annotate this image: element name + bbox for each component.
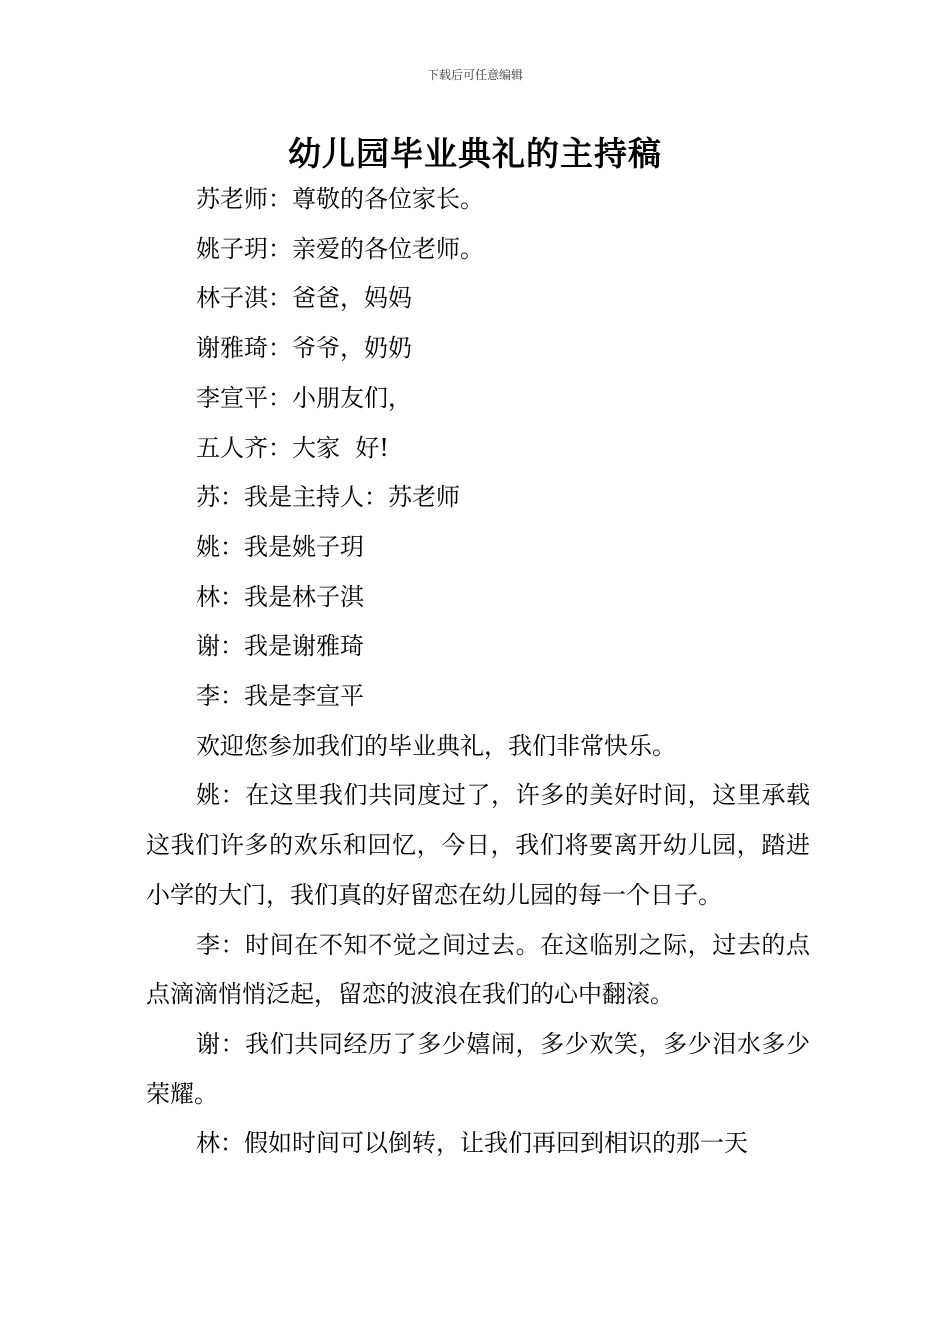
paragraph: 谢：我是谢雅琦 xyxy=(196,632,364,661)
paragraph: 林：假如时间可以倒转，让我们再回到相识的那一天 xyxy=(196,1129,748,1158)
document-body xyxy=(146,175,810,1169)
paragraph: 林：我是林子淇 xyxy=(196,582,364,611)
paragraph: 姚：我是姚子玥 xyxy=(196,532,364,561)
paragraph: 姚：在这里我们共同度过了，许多的美好时间，这里承载这我们许多的欢乐和回忆，今日，我们将要离开幼儿园，踏进小学的大门，我们真的好留恋在幼儿园的每一个日子。 xyxy=(146,781,810,909)
paragraph: 姚子玥：亲爱的各位老师。 xyxy=(196,234,484,263)
paragraph: 谢雅琦：爷爷，奶奶 xyxy=(196,334,412,363)
paragraph: 欢迎您参加我们的毕业典礼，我们非常快乐。 xyxy=(196,731,676,760)
paragraph: 谢：我们共同经历了多少嬉闹，多少欢笑，多少泪水多少荣耀。 xyxy=(146,1029,810,1108)
paragraph: 苏老师：尊敬的各位家长。 xyxy=(196,185,484,213)
paragraph: 李宣平：小朋友们， xyxy=(196,383,412,412)
header-note: 下载后可任意编辑 xyxy=(426,68,523,82)
paragraph: 林子淇：爸爸，妈妈 xyxy=(196,284,412,313)
paragraph: 五人齐：大家 好! xyxy=(196,433,389,462)
paragraph: 李：时间在不知不觉之间过去。在这临别之际，过去的点点滴滴悄悄泛起，留恋的波浪在我们的心中翻滚。 xyxy=(146,930,810,1009)
document-title: 幼儿园毕业典礼的主持稿 xyxy=(288,134,662,173)
paragraph: 苏：我是主持人：苏老师 xyxy=(196,483,460,512)
paragraph: 李：我是李宣平 xyxy=(196,682,364,711)
